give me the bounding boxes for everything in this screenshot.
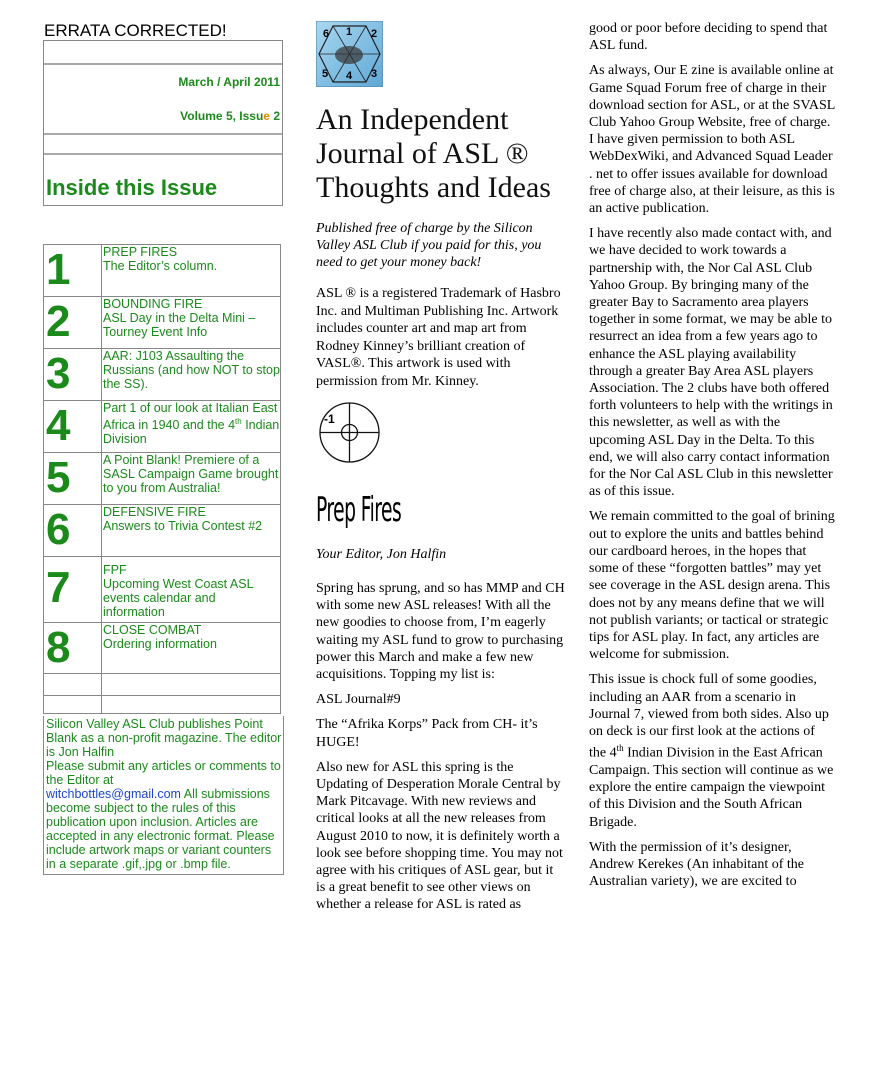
issue-header-box — [43, 40, 283, 206]
paragraph: Also new for ASL this spring is the Updating of Desperation Morale Central by Mark Pitcavage. With new reviews and critical looks at all the new releases from August 2010 to now, it is definitely worth a look see before shopping time. You may not agree with his critiques of ASL gear, but it is a great benefit to see other views on whether a release for ASL is rated as — [316, 759, 563, 913]
toc-row — [44, 297, 281, 349]
contents-table — [43, 244, 281, 714]
article-body-right — [589, 20, 835, 898]
toc-row — [44, 505, 281, 557]
toc-number: 1 — [44, 245, 102, 297]
crosshair-target-icon — [318, 401, 381, 464]
paragraph: I have recently also made contact with, and we have decided to work towards a partnership with, the Nor Cal ASL Club Yahoo Group. By bringing many of the greater Bay to Sacramento area players together in some format, we may be able to resurrect an idea from a few years ago to enhance the ASL playing availability through a greater Bay Area ASL players Association. The 2 clubs have both offered forth volunteers to help with the writings in this newsletter, as well as with the upcoming ASL Day in the Delta. To this end, we will also carry contact information for the Nor Cal ASL Club in this newsletter as of this issue. — [589, 226, 833, 500]
toc-description: AAR: J103 Assaulting the Russians (and how NOT to stop the SS). — [102, 349, 281, 401]
page-title: An Independent Journal of ASL ® Thoughts and Ideas — [316, 103, 551, 204]
toc-description: CLOSE COMBAT Ordering information — [102, 623, 281, 674]
inside-this-issue-heading: Inside this Issue — [46, 175, 218, 200]
paragraph: This issue is chock full of some goodies, including an AAR from a scenario in Journal 7, viewed from both sides. Also up on deck is our first look at the actions of the 4th Indian Division in the East African Campaign. This section will continue as we explore the entire campaign the viewpoint of this Division and the South African Brigade. — [589, 672, 834, 830]
paragraph: ASL Journal#9 — [316, 692, 401, 708]
paragraph: With the permission of it’s designer, Andrew Kerekes (An inhabitant of the Australian variety), we are excited to — [589, 839, 804, 890]
trademark-notice: ASL ® is a registered Trademark of Hasbro Inc. and Multiman Publishing Inc. Artwork includes counter art and map art from Rodney Kinney’s brilliant creation of VASL®. This artwork is used with permission from Mr. Kinney. — [316, 286, 561, 389]
toc-description: DEFENSIVE FIRE Answers to Trivia Contest #2 — [102, 505, 281, 557]
svg-text:1: 1 — [346, 26, 353, 38]
svg-text:3: 3 — [371, 68, 378, 80]
toc-description: Part 1 of our look at Italian East Africa in 1940 and the 4th Indian Division — [102, 401, 281, 453]
toc-description: BOUNDING FIRE ASL Day in the Delta Mini – Tourney Event Info — [102, 297, 281, 349]
toc-row — [44, 245, 281, 297]
tagline: Published free of charge by the Silicon Valley ASL Club if you paid for this, you need to get your money back! — [316, 221, 542, 270]
paragraph: good or poor before deciding to spend that ASL fund. — [589, 21, 828, 54]
toc-row-empty — [44, 696, 281, 714]
toc-number: 5 — [44, 453, 102, 505]
publication-info: Silicon Valley ASL Club publishes Point Blank as a non-profit magazine. The editor is Jon Halfin Please submit any articles or comments to the Editor at witchbottles@gmail.com All submissions become subject to the rules of this publication upon inclusion. Articles are accepted in any electronic format. Please include artwork maps or variant counters in a separate .gif,.jpg or .bmp file. — [43, 716, 284, 875]
paragraph: The “Afrika Korps” Pack from CH- it’s HUGE! — [316, 717, 538, 750]
toc-row — [44, 453, 281, 505]
paragraph: We remain committed to the goal of brining out to explore the units and battles behind our cardboard heroes, in the hopes that some of these “forgotten battles” may yet see coverage in the ASL design arena. This does not by any means define that we will not publish variants; or tactical or strategic tips for ASL play. In fact, any articles are welcome for submission. — [589, 509, 835, 663]
editor-email-link[interactable]: witchbottles@gmail.com — [46, 787, 181, 801]
article-body-middle — [316, 580, 566, 922]
section-heading: Prep Fires — [316, 490, 402, 530]
errata-notice: ERRATA CORRECTED! — [44, 21, 227, 40]
svg-text:6: 6 — [323, 28, 330, 40]
toc-row — [44, 401, 281, 453]
svg-text:5: 5 — [322, 68, 329, 80]
paragraph: Spring has sprung, and so has MMP and CH with some new ASL releases! With all the new goodies to choose from, I’m eagerly waiting my ASL fund to grow to purchasing power this March and make a few new acquisitions. Topping my list is: — [316, 581, 565, 683]
divider — [44, 63, 282, 65]
issue-volume: Volume 5, Issue 2 — [180, 109, 280, 123]
toc-row — [44, 557, 281, 623]
paragraph: As always, Our E zine is available online at Game Squad Forum free of charge in their download section for ASL, or at the SVASL Club Yahoo Group Website, free of charge. I have given permission to both ASL WebDexWiki, and Advanced Squad Leader . net to offer issues available for download free of charge also, at their leisure, as this is an active publication. — [589, 63, 835, 217]
hex-counter-logo-icon — [316, 21, 383, 87]
divider — [44, 133, 282, 135]
toc-description: FPF Upcoming West Coast ASL events calendar and information — [102, 557, 281, 623]
svg-text:4: 4 — [346, 70, 353, 82]
toc-number: 3 — [44, 349, 102, 401]
toc-number: 8 — [44, 623, 102, 674]
divider — [44, 153, 282, 155]
byline: Your Editor, Jon Halfin — [316, 547, 447, 562]
toc-description: PREP FIRES The Editor’s column. — [102, 245, 281, 297]
svg-text:2: 2 — [371, 28, 378, 40]
toc-row-empty — [44, 674, 281, 696]
toc-number: 7 — [44, 557, 102, 623]
toc-number: 2 — [44, 297, 102, 349]
toc-row — [44, 349, 281, 401]
toc-number: 4 — [44, 401, 102, 453]
toc-row — [44, 623, 281, 674]
toc-description: A Point Blank! Premiere of a SASL Campaign Game brought to you from Australia! — [102, 453, 281, 505]
svg-text:-1: -1 — [324, 412, 335, 426]
issue-date: March / April 2011 — [178, 75, 280, 89]
toc-number: 6 — [44, 505, 102, 557]
